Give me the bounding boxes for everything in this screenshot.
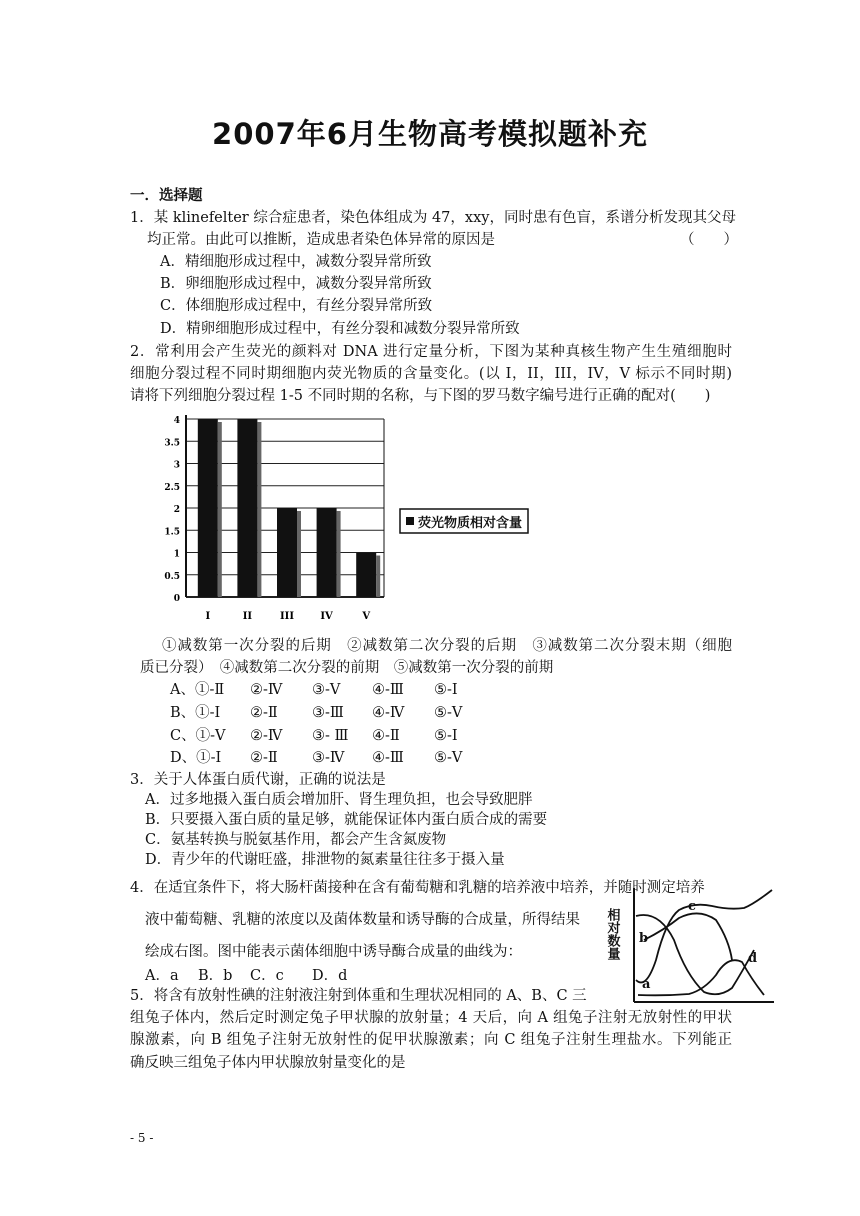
y-tick-label: 1.5	[164, 527, 180, 538]
q3-option-d: D．青少年的代谢旺盛，排泄物的氮素量往往多于摄入量	[145, 852, 505, 868]
q4-option-d: D．d	[312, 968, 348, 984]
chart-y-ticks	[164, 416, 180, 604]
curve-label-b: b	[639, 931, 649, 946]
page-title: 2007年6月生物高考模拟题补充	[212, 117, 648, 151]
x-tick-label: IV	[320, 611, 333, 622]
bar-V	[356, 553, 376, 598]
bar-I	[198, 419, 218, 597]
bar-shadow-III	[297, 511, 301, 597]
q1-option-a: A．精细胞形成过程中，减数分裂异常所致	[160, 254, 432, 270]
q2-option-b-pair-3: ③-Ⅲ	[312, 705, 344, 721]
curve-label-d: d	[748, 951, 758, 966]
q2-line-2: 细胞分裂过程不同时期细胞内荧光物质的含量变化。(以 I，II，III，IV，V 标示不同时期)	[130, 366, 732, 382]
legend-swatch	[406, 517, 414, 525]
q1-answer-bracket: （ ）	[680, 232, 738, 248]
bar-III	[277, 508, 297, 597]
curve-label-a: a	[642, 977, 651, 992]
q2-option-b-pair-4: ④-Ⅳ	[372, 705, 405, 721]
section-heading: 一．选择题	[130, 188, 203, 204]
q2-option-d-pair-3: ③-Ⅳ	[312, 750, 345, 766]
q3-option-b: B．只要摄入蛋白质的量足够，就能保证体内蛋白质合成的需要	[145, 812, 548, 828]
q4-option-a: A．a	[145, 968, 179, 984]
q2-option-d-pair-5: ⑤-Ⅴ	[434, 750, 463, 766]
q4-line-1: 4．在适宜条件下，将大肠杆菌接种在含有葡萄糖和乳糖的培养液中培养，并随时测定培养	[130, 880, 705, 896]
y-tick-label: 3	[173, 460, 180, 471]
curve-a	[636, 890, 772, 983]
q5-line-4: 确反映三组兔子体内甲状腺放射量变化的是	[130, 1055, 406, 1071]
chart-x-ticks	[205, 611, 370, 622]
legend-label: 荧光物质相对含量	[418, 516, 523, 531]
x-tick-label: I	[205, 611, 211, 622]
q2-option-d-pair-4: ④-Ⅲ	[372, 750, 404, 766]
q2-stages-line-2: 质已分裂） ④减数第二次分裂的前期 ⑤减数第一次分裂的前期	[140, 660, 554, 676]
x-tick-label: II	[242, 611, 253, 622]
q4-option-b: B．b	[198, 968, 233, 984]
q5-line-3: 腺激素，向 B 组兔子注射无放射性的促甲状腺激素；向 C 组兔子注射生理盐水。下列能正	[130, 1032, 732, 1048]
bar-II	[237, 419, 257, 597]
x-tick-label: III	[279, 611, 295, 622]
q3-option-c: C．氨基转换与脱氨基作用，都会产生含氮废物	[145, 832, 447, 848]
curve-label-c: c	[688, 899, 696, 914]
y-tick-label: 3.5	[164, 438, 180, 449]
q2-option-c-pair-4: ④-Ⅱ	[372, 728, 400, 744]
figure-y-label	[605, 907, 622, 960]
q4-line-2: 液中葡萄糖、乳糖的浓度以及菌体数量和诱导酶的合成量，所得结果	[145, 912, 580, 928]
q1-option-c: C．体细胞形成过程中，有丝分裂异常所致	[160, 298, 433, 314]
page-number: - 5 -	[130, 1131, 154, 1145]
q2-option-c-pair-2: ②-Ⅳ	[250, 728, 283, 744]
q5-line-2: 组兔子体内，然后定时测定兔子甲状腺的放射量；4 天后，向 A 组兔子注射无放射性的甲状	[130, 1010, 732, 1026]
y-tick-label: 0	[173, 594, 180, 604]
q2-stages-line-1: ①减数第一次分裂的后期 ②减数第二次分裂的后期 ③减数第二次分裂末期（细胞	[162, 638, 732, 654]
q1-line-2: 均正常。由此可以推断，造成患者染色体异常的原因是	[147, 232, 495, 248]
enzyme-curve-figure	[604, 880, 776, 1008]
y-tick-label: 2.5	[164, 482, 180, 493]
x-tick-label: V	[362, 611, 371, 622]
q2-option-d-pair-1: D、①-Ⅰ	[170, 750, 222, 766]
svg-text:相对数量: 相对数量	[604, 908, 620, 960]
y-tick-label: 2	[173, 505, 180, 515]
y-tick-label: 0.5	[164, 571, 180, 582]
q2-option-b-pair-2: ②-Ⅱ	[250, 705, 278, 721]
fluorescence-bar-chart	[156, 405, 556, 635]
q1-option-d: D．精卵细胞形成过程中，有丝分裂和减数分裂异常所致	[160, 321, 520, 337]
bar-shadow-I	[218, 422, 222, 597]
q2-line-1: 2．常利用会产生荧光的颜料对 DNA 进行定量分析，下图为某种真核生物产生生殖细胞时	[130, 344, 732, 360]
bar-shadow-IV	[337, 511, 341, 597]
bar-shadow-V	[376, 556, 380, 598]
q2-option-a-pair-3: ③-Ⅴ	[312, 682, 341, 698]
q2-option-a-pair-4: ④-Ⅲ	[372, 682, 404, 698]
q3-stem: 3．关于人体蛋白质代谢，正确的说法是	[130, 772, 386, 788]
q2-option-c-pair-1: C、①-Ⅴ	[170, 728, 226, 744]
q2-option-c-pair-3: ③- Ⅲ	[312, 728, 349, 744]
q4-option-c: C．c	[250, 968, 284, 984]
bar-shadow-II	[257, 422, 261, 597]
q2-option-d-pair-2: ②-Ⅱ	[250, 750, 278, 766]
q3-option-a: A．过多地摄入蛋白质会增加肝、肾生理负担，也会导致肥胖	[145, 792, 533, 808]
chart-legend	[400, 509, 528, 533]
q2-option-a-pair-5: ⑤-Ⅰ	[434, 682, 458, 698]
q2-option-a-pair-1: A、①-Ⅱ	[170, 682, 225, 698]
curve-b	[636, 915, 754, 994]
q2-option-a-pair-2: ②-Ⅳ	[250, 682, 283, 698]
bar-IV	[317, 508, 337, 597]
q4-line-3: 绘成右图。图中能表示菌体细胞中诱导酶合成量的曲线为：	[145, 944, 522, 960]
q2-option-c-pair-5: ⑤-Ⅰ	[434, 728, 458, 744]
q2-option-b-pair-5: ⑤-Ⅴ	[434, 705, 463, 721]
y-tick-label: 1	[173, 549, 180, 560]
y-tick-label: 4	[173, 416, 180, 426]
q2-option-b-pair-1: B、①-Ⅰ	[170, 705, 221, 721]
q1-line-1: 1．某 klinefelter 综合症患者，染色体组成为 47，xxy，同时患有色盲，系谱分析发现其父母	[130, 210, 736, 226]
q2-line-3: 请将下列细胞分裂过程 1-5 不同时期的名称，与下图的罗马数字编号进行正确的配对( )	[130, 388, 711, 404]
q5-line-1: 5．将含有放射性碘的注射液注射到体重和生理状况相同的 A、B、C 三	[130, 988, 587, 1004]
q1-option-b: B．卵细胞形成过程中，减数分裂异常所致	[160, 276, 432, 292]
